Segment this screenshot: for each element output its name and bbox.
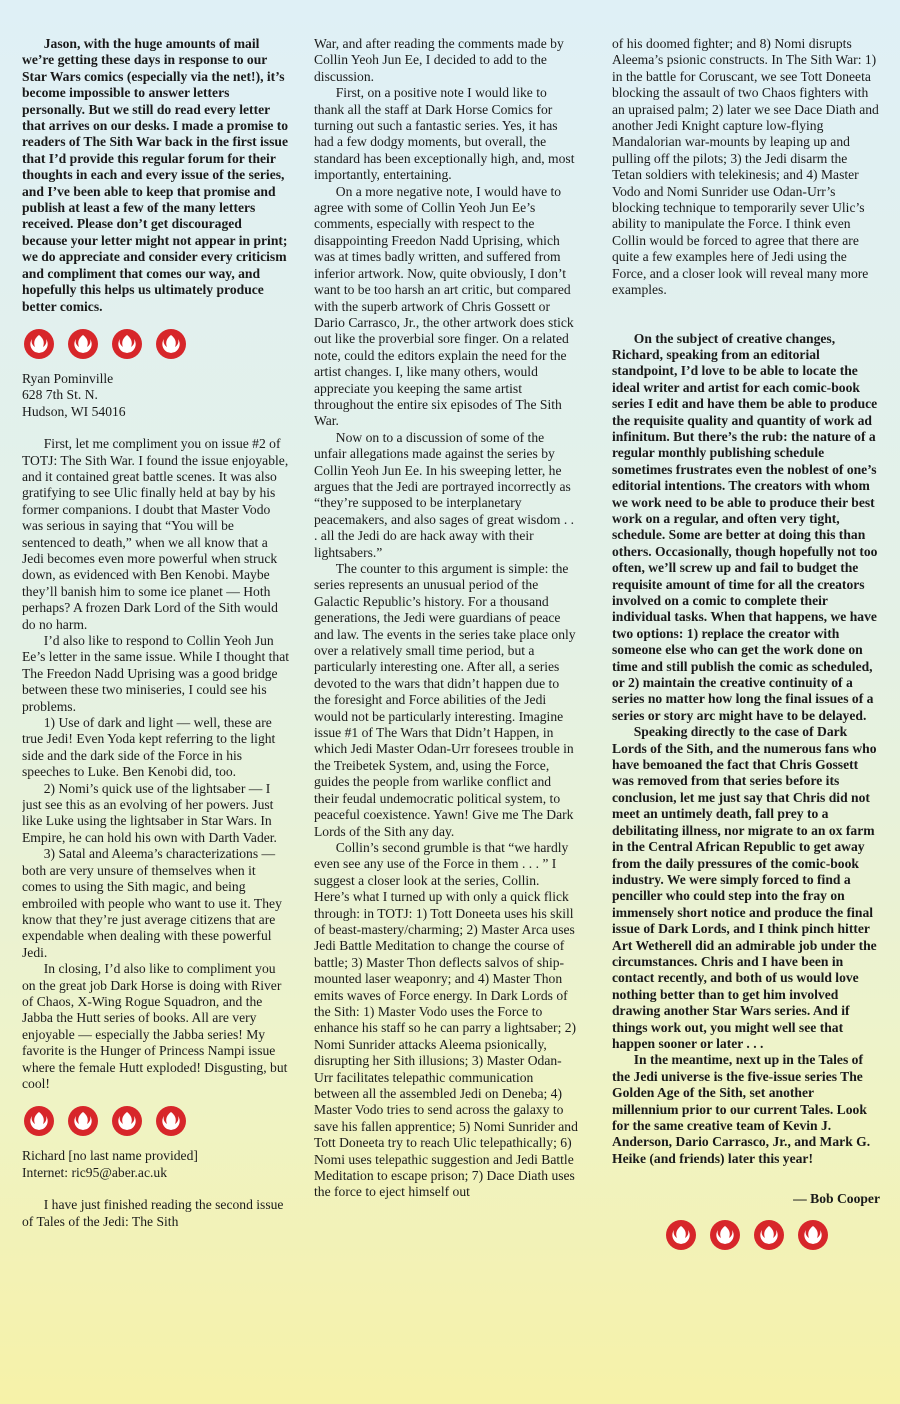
- letter1-paragraph: In closing, I’d also like to compliment you on the great job Dark Horse is doing with River of Chaos, X-Wing Rogue Squadron, and the Jabba the Hutt series of books. All are very enjoyable — especially the Jabba series! My favorite is the Hunger of Princess Nampi issue where the female Hutt exploded! Disgusting, but cool!: [22, 961, 288, 1091]
- rebel-alliance-icon: [68, 329, 98, 359]
- letter1-paragraph: 1) Use of dark and light — well, these are true Jedi! Even Yoda kept referring to the light side and the dark side of the Force in his speeches to Luke. Ben Kenobi did, too.: [22, 715, 276, 780]
- editor-reply: Jason, with the huge amounts of mail we’re getting these days in response to our Star Wars comics (especially via the net!), it’s become impossible to answer letters personally. But we still do read every letter that arrives on our desks. I made a promise to readers of The Sith War back in the first issue that I’d provide this regular forum for their thoughts in each and every issue of the series, and I’ve been able to keep that promise and publish at least a few of the many letters received. Please don’t get discouraged because your letter might not appear in print; we do appreciate and consider every criticism and compliment that comes our way, and hopefully this helps us ultimately produce better comics.: [22, 36, 289, 314]
- column-3: [612, 36, 880, 1396]
- editor-reply: In the meantime, next up in the Tales of the Jedi universe is the five-issue series The Golden Age of the Sith, set another millennium prior to our current Tales. Look for the same creative team of Kevin J. Anderson, Dario Carrasco, Jr., and Mark G. Heike (and friends) later this year!: [612, 1052, 871, 1166]
- letter2-paragraph: The counter to this argument is simple: the series represents an unusual period of the Galactic Republic’s history. For a thousand generations, the Jedi were guardians of peace and law. The events in the series take place only over a relatively small time period, but a particularly interesting one. After all, a series devoted to the wars that didn’t happen due to the foresight and Force abilities of the Jedi would not be particularly interesting. Imagine issue #1 of The Wars that Didn’t Happen, in which Jedi Master Odan-Urr foresees trouble in the Treibetek System, and, using the Force, guides the people from warlike conflict and their feudal undemocratic political system, to peaceful coexistence. Yawn! Give me The Dark Lords of the Sith any day.: [314, 561, 576, 839]
- letter2-paragraph: Collin’s second grumble is that “we hardly even see any use of the Force in them . . . ” I suggest a closer look at the series, Collin. Here’s what I turned up with only a quick flick through: in TOTJ: 1) Tott Doneeta uses his skill of beast-mastery/charming; 2) Master Arca uses Jedi Battle Meditation to change the course of battle; 3) Master Thon deflects salvos of ship-mounted laser weaponry; and 4) Master Thon emits waves of Force energy. In Dark Lords of the Sith: 1) Master Vodo uses the Force to enhance his staff so he can parry a lightsaber; 2) Nomi Sunrider attacks Aleema psionically, disrupting her Sith illusions; 3) Master Odan-Urr facilitates telepathic communication between all the assembled Jedi on Deneba; 4) Master Vodo tries to send across the galaxy to save his fallen apprentice; 5) Nomi Sunrider and Tott Doneeta try to reach Ulic telepathically; 6) Nomi uses telepathic suggestion and Jedi Battle Meditation to escape prison; 7) Dace Diath uses the force to eject himself out: [314, 839, 578, 1200]
- rebel-alliance-icon: [754, 1220, 784, 1250]
- letter2-paragraph: of his doomed fighter; and 8) Nomi disrupts Aleema’s psionic constructs. In The Sith War: 1) in the battle for Coruscant, we see Tott Doneeta blocking the assault of two Chaos fighters with an upraised palm; 2) later we see Dace Diath and another Jedi Knight capture low-flying Mandalorian war-mounts by leaping up and pulling off the pilots; 3) the Jedi disarm the Tetan soldiers with telekinesis; and 4) Master Vodo and Nomi Sunrider use Odan-Urr’s blocking technique to temporarily sever Ulic’s ability to manipulate the Force. I think even Collin would be forced to agree that there are quite a few examples here of Jedi using the Force, and a closer look will reveal many more examples.: [612, 36, 879, 298]
- column-1: [22, 36, 290, 1396]
- letter1-street: 628 7th St. N.: [22, 387, 98, 403]
- emblem-divider: [22, 329, 290, 359]
- letter2-email: Internet: ric95@aber.ac.uk: [22, 1164, 167, 1180]
- emblem-divider: [612, 1220, 880, 1250]
- signature: — Bob Cooper: [793, 1191, 880, 1207]
- letter1-paragraph: First, let me compliment you on issue #2 of TOTJ: The Sith War. I found the issue enjoyable, and it contained great battle scenes. It was also gratifying to see Ulic finally held at bay by his former companions. I doubt that Master Vodo was serious in saying that “You will be sentenced to death,” when we all know that a Jedi becomes even more powerful when struck down, as evidenced with Ben Kenobi. Maybe they’ll banish him to some ice planet — Hoth perhaps? A frozen Dark Lord of the Sith would do no harm.: [22, 436, 289, 632]
- rebel-alliance-icon: [68, 1106, 98, 1136]
- rebel-alliance-icon: [156, 329, 186, 359]
- rebel-alliance-icon: [156, 1106, 186, 1136]
- letter1-paragraph: I’d also like to respond to Collin Yeoh Jun Ee’s letter in the same issue. While I thought that The Freedon Nadd Uprising was a good bridge between these two miniseries, I could see his problems.: [22, 633, 290, 714]
- rebel-alliance-icon: [112, 329, 142, 359]
- rebel-alliance-icon: [24, 1106, 54, 1136]
- letter1-name: Ryan Pominville: [22, 370, 114, 386]
- editor-reply: On the subject of creative changes, Richard, speaking from an editorial standpoint, I’d love to be able to locate the ideal writer and artist for each comic-book series I edit and have them be able to produce the requisite quality and quantity of work ad infinitum. But there’s the rub: the nature of a regular monthly publishing schedule sometimes frustrates even the noblest of one’s editorial intentions. The creators with whom we work need to be able to produce their best work on a regular, and often very tight, schedule. Some are better at doing this than others. Occasionally, though hopefully not too often, we’ll screw up and fail to budget the requisite amount of time for all the creators involved on a comic to complete their individual tasks. When that happens, we have two options: 1) replace the creator with someone else who can get the work done on time and still publish the comic as scheduled, or 2) maintain the creative continuity of a series no matter how long the final issues of a series or story arc might have to be delayed.: [612, 330, 878, 723]
- rebel-alliance-icon: [666, 1220, 696, 1250]
- emblem-divider: [22, 1106, 290, 1136]
- letter1-paragraph: 3) Satal and Aleema’s characterizations — both are very unsure of themselves when it comes to using the Sith magic, and being embroiled with people who want to use it. They know that they’re just average citizens that are expendable when dealing with these powerful Jedi.: [22, 846, 282, 960]
- letter2-paragraph: Now on to a discussion of some of the unfair allegations made against the series by Collin Yeoh Jun Ee. In his sweeping letter, he argues that the Jedi are portrayed incorrectly as “they’re supposed to be interplanetary peacemakers, and also sages of great wisdom . . . all the Jedi do are hack away with their lightsabers.”: [314, 429, 575, 560]
- rebel-alliance-icon: [24, 329, 54, 359]
- letter1-city: Hudson, WI 54016: [22, 403, 126, 419]
- letter2-paragraph: On a more negative note, I would have to agree with some of Collin Yeoh Jun Ee’s comments, especially with respect to the disappointing Freedon Nadd Uprising, which was at times badly written, and suffered from inferior artwork. Now, quite obviously, I don’t want to be too harsh an art critic, but compared with the superb artwork of Chris Gossett or Dario Carrasco, Jr., the other artwork does stick out like the proverbial sore finger. On a related note, could the editors explain the need for the artist changes. I, like many others, would appreciate you keeping the same artist throughout the entire six episodes of The Sith War.: [314, 183, 574, 429]
- letter2-paragraph: War, and after reading the comments made by Collin Yeoh Jun Ee, I decided to add to the discussion.: [314, 36, 564, 84]
- rebel-alliance-icon: [798, 1220, 828, 1250]
- letter2-paragraph: First, on a positive note I would like to thank all the staff at Dark Horse Comics for turning out such a fantastic series. Yes, it has had a few dodgy moments, but overall, the standard has been exceptionally high, and, most importantly, entertaining.: [314, 85, 575, 183]
- letter2-name: Richard [no last name provided]: [22, 1148, 198, 1164]
- letter1-paragraph: 2) Nomi’s quick use of the lightsaber — I just see this as an evolving of her powers. Just like Luke using the lightsaber in Star Wars. In Empire, he can hold his own with Darth Vader.: [22, 780, 277, 845]
- editor-reply: Speaking directly to the case of Dark Lords of the Sith, and the numerous fans who have bemoaned the fact that Chris Gossett was removed from that series before its conclusion, let me just say that Chris did not meet an untimely death, fall prey to a debilitating illness, nor migrate to an ox farm in the Central African Republic to get away from the daily pressures of the comic-book industry. We were simply forced to find a penciller who could step into the fray on immensely short notice and produce the final issue of Dark Lords, and I think pinch hitter Art Wetherell did an admirable job under the circumstances. Chris and I have been in contact recently, and both of us would love nothing better than to get him involved drawing another Star Wars series. And if things work out, you might well see that happen sooner or later . . .: [612, 724, 877, 1051]
- rebel-alliance-icon: [112, 1106, 142, 1136]
- letter2-paragraph: I have just finished reading the second issue of Tales of the Jedi: The Sith: [22, 1197, 284, 1229]
- rebel-alliance-icon: [710, 1220, 740, 1250]
- column-2: [314, 36, 578, 1396]
